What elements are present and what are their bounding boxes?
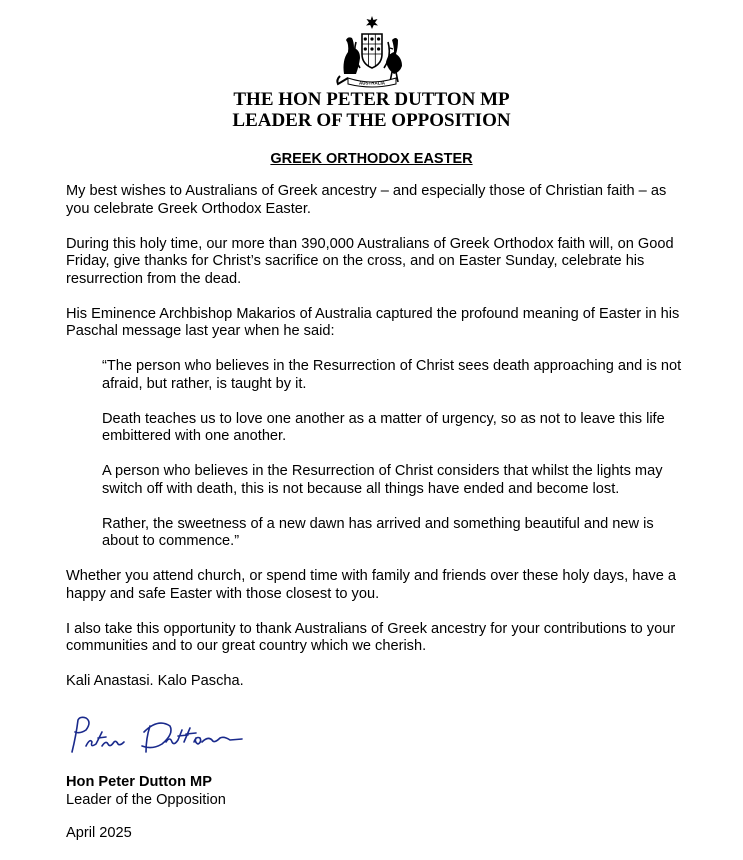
quote-paragraph: A person who believes in the Resurrection of Christ considers that whilst the lights may switch off with death, this is not because all things have ended and become lost. xyxy=(102,463,663,497)
document-date: April 2025 xyxy=(66,825,132,841)
paragraph: I also take this opportunity to thank Australians of Greek ancestry for your contributions to your communities and to our great country which we cherish. xyxy=(66,620,676,654)
paragraph: His Eminence Archbishop Makarios of Australia captured the profound meaning of Easter in his Paschal message last year when he said: xyxy=(66,305,680,339)
paragraph: Kali Anastasi. Kalo Pascha. xyxy=(66,673,244,689)
crest-motto: AUSTRALIA xyxy=(359,80,385,86)
signatory-name: Hon Peter Dutton MP xyxy=(66,774,212,790)
quote-paragraph: Rather, the sweetness of a new dawn has arrived and something beautiful and new is about to commence.” xyxy=(102,515,654,549)
header-name: THE HON PETER DUTTON MP xyxy=(233,89,510,110)
signature-block xyxy=(66,774,226,809)
handwritten-signature-icon xyxy=(62,712,248,760)
quote-paragraph: Death teaches us to love one another as a matter of urgency, so as not to leave this life embittered with one another. xyxy=(102,410,665,444)
paragraph: During this holy time, our more than 390,000 Australians of Greek Orthodox faith will, on Good Friday, give thanks for Christ’s sacrifice on the cross, and on Easter Sunday, celebrate his resurrection from the dead. xyxy=(66,235,674,287)
paragraph: Whether you attend church, or spend time with family and friends over these holy days, have a happy and safe Easter with those closest to you. xyxy=(66,568,677,602)
document-title: GREEK ORTHODOX EASTER xyxy=(270,151,473,167)
coat-of-arms-icon xyxy=(326,14,418,90)
quote-paragraph: “The person who believes in the Resurrection of Christ sees death approaching and is not afraid, but rather, is taught by it. xyxy=(102,358,682,392)
document-body xyxy=(66,183,686,708)
signatory-title: Leader of the Opposition xyxy=(66,791,226,808)
header-role: LEADER OF THE OPPOSITION xyxy=(232,110,511,131)
paragraph: My best wishes to Australians of Greek ancestry – and especially those of Christian faith – as you celebrate Greek Orthodox Easter. xyxy=(66,183,667,217)
